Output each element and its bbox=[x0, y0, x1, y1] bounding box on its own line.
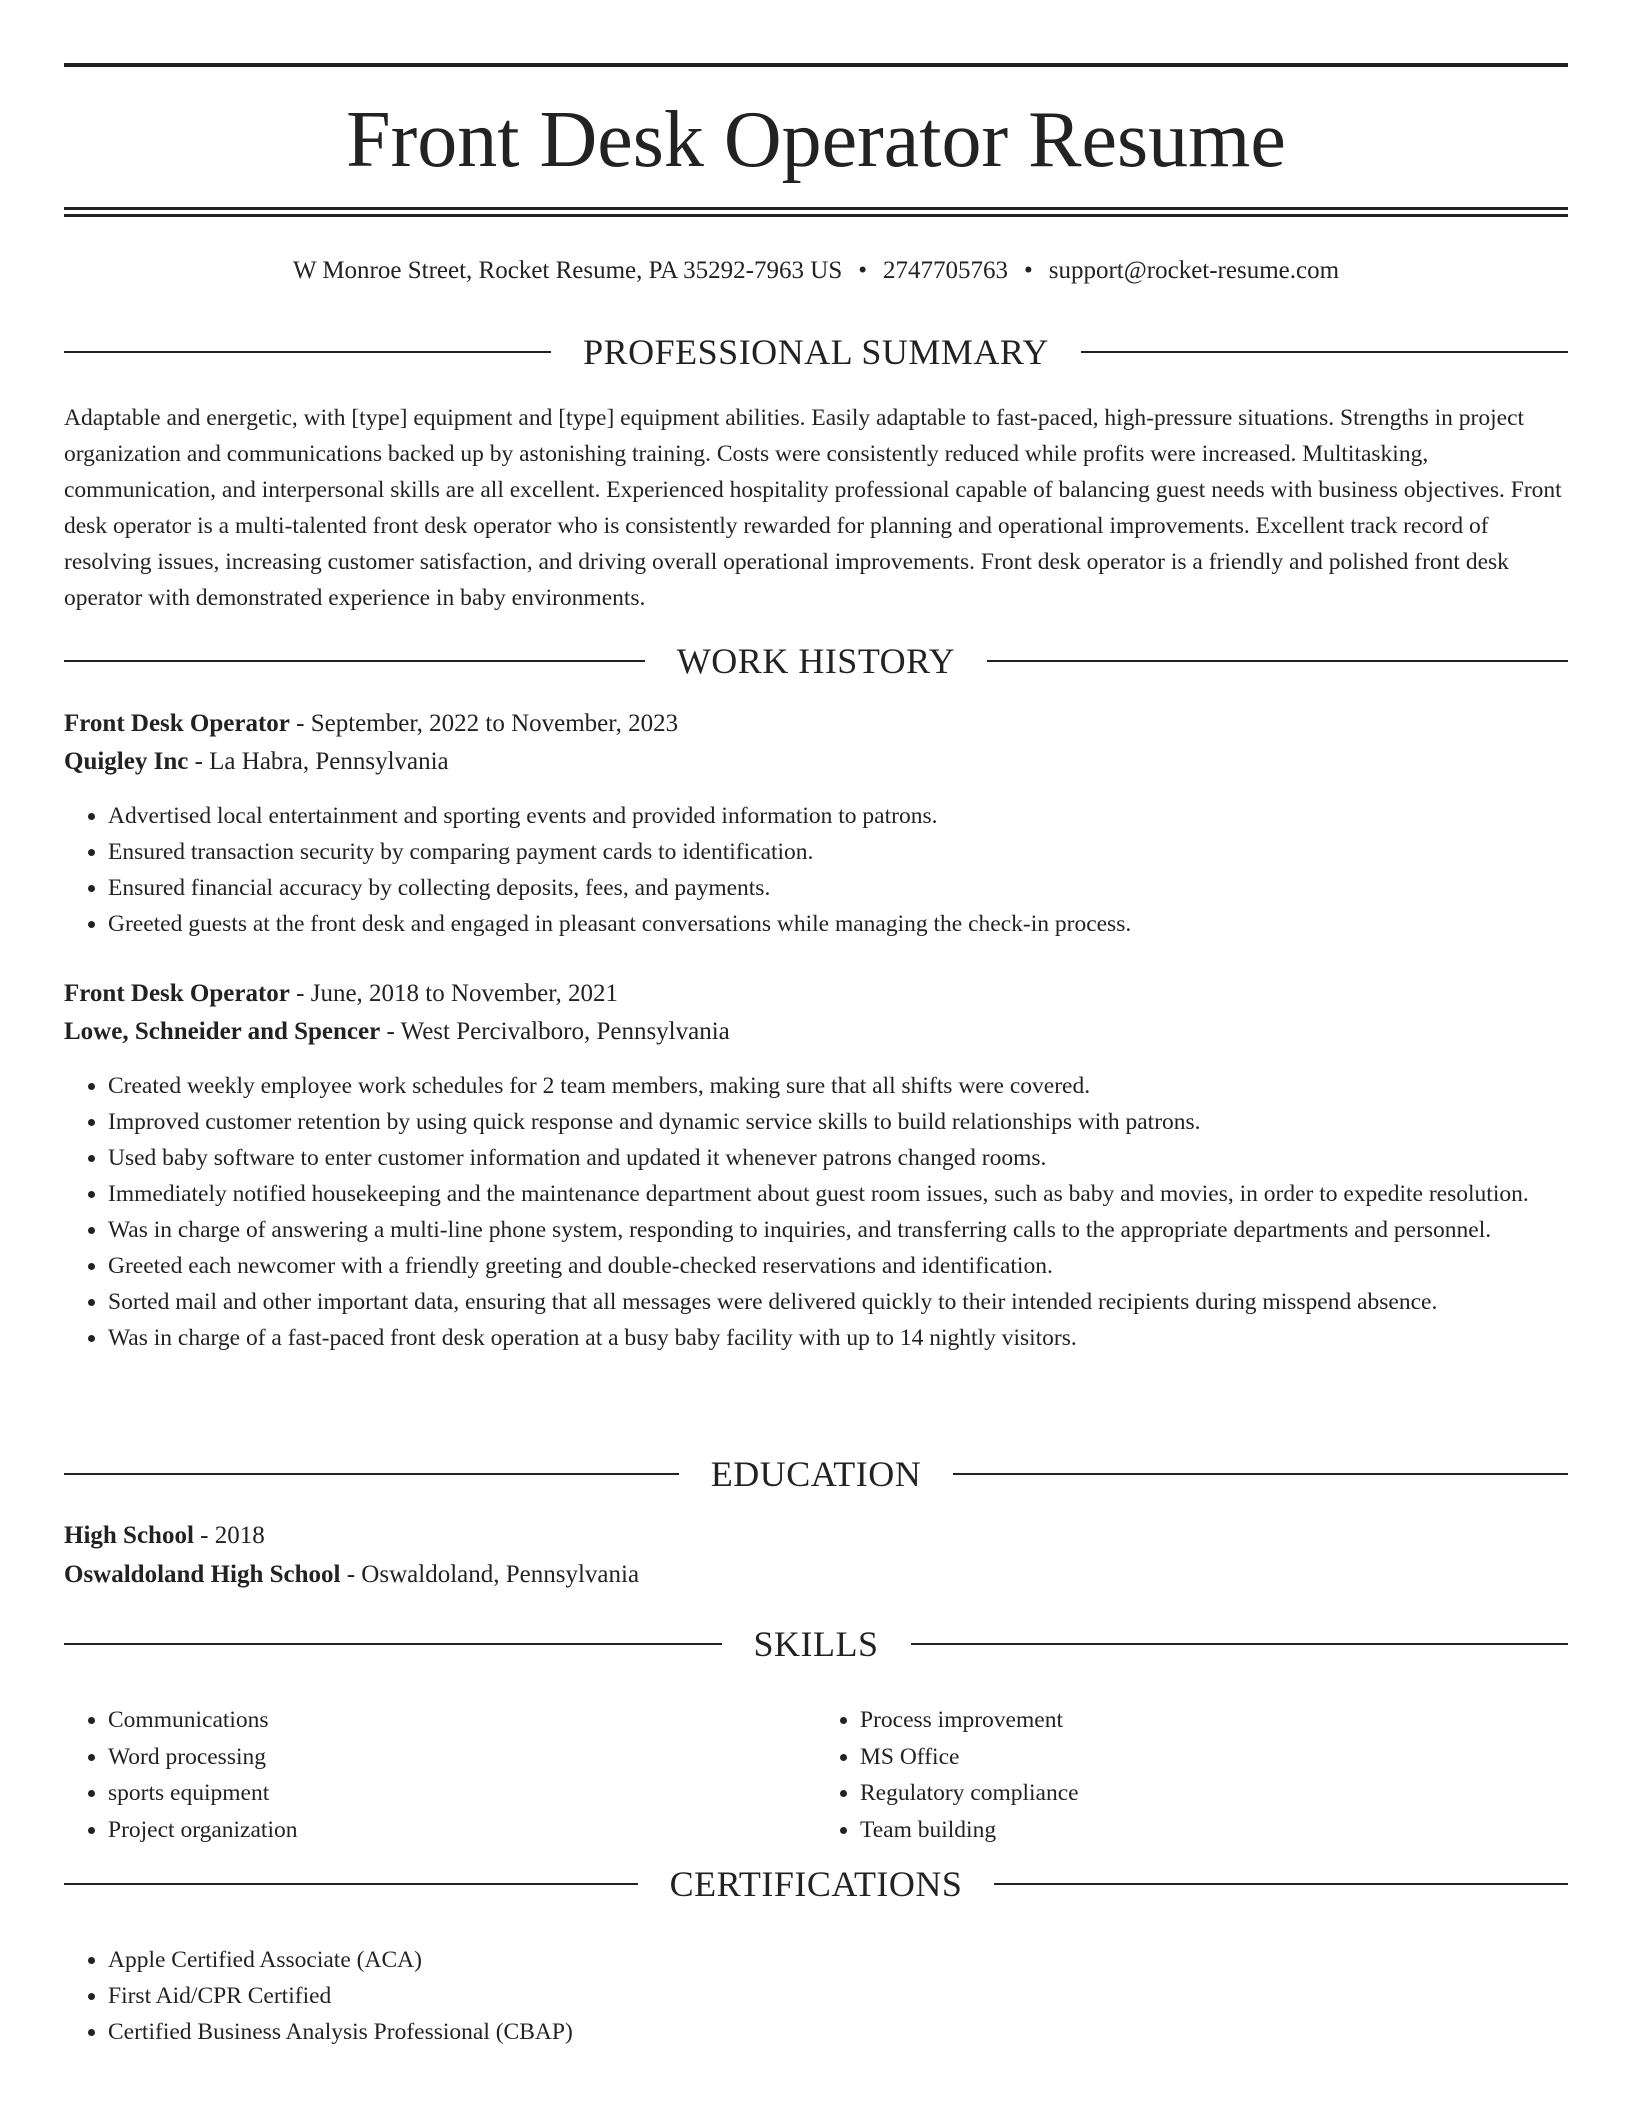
section-header-education bbox=[64, 1452, 1568, 1496]
list-item: • Was in charge of answering a multi-line phone system, responding to inquiries, and transferring calls to the appropriate departments and personnel. bbox=[108, 1212, 1568, 1248]
page-title: Front Desk Operator Resume bbox=[346, 96, 1286, 184]
list-item: • Regulatory compliance bbox=[860, 1775, 1568, 1812]
section-header-work bbox=[64, 639, 1568, 683]
divider-line bbox=[64, 351, 551, 353]
list-item: • Greeted each newcomer with a friendly greeting and double-checked reservations and identification. bbox=[108, 1248, 1568, 1284]
education-location: - Oswaldoland, Pennsylvania bbox=[340, 1561, 640, 1588]
section-title-skills: SKILLS bbox=[753, 1624, 879, 1664]
job-1-title: Front Desk Operator bbox=[64, 710, 290, 737]
list-item: • Advertised local entertainment and sporting events and provided information to patrons. bbox=[108, 798, 1568, 834]
certifications-list bbox=[64, 1942, 1568, 2050]
contact-separator: • bbox=[858, 257, 867, 284]
list-item: • Ensured financial accuracy by collecting deposits, fees, and payments. bbox=[108, 870, 1568, 906]
contact-address: W Monroe Street, Rocket Resume, PA 35292-7963 US bbox=[292, 257, 843, 284]
summary-text: Adaptable and energetic, with [type] equipment and [type] equipment abilities. Easily adaptable to fast-paced, high-pressure situations. Strengths in project organization and communications backed up by astonishing training. Costs were consistently reduced while profits were increased. Multitasking, communication, and interpersonal skills are all excellent. Experienced hospitality professional capable of balancing guest needs with business objectives. Front desk operator is a multi-talented front desk operator who is consistently rewarded for planning and operational improvements. Excellent track record of resolving issues, increasing customer satisfaction, and driving overall operational improvements. Front desk operator is a friendly and polished front desk operator with demonstrated experience in baby environments. bbox=[64, 405, 1562, 611]
education-degree: High School bbox=[64, 1522, 194, 1549]
contact-separator: • bbox=[1023, 257, 1033, 284]
job-1-company: Quigley Inc bbox=[64, 748, 189, 775]
divider-line bbox=[994, 1883, 1568, 1885]
list-item: • Project organization bbox=[108, 1812, 816, 1849]
divider-line bbox=[987, 660, 1568, 662]
section-header-certifications bbox=[64, 1862, 1568, 1906]
list-item: • Communications bbox=[108, 1702, 816, 1739]
contact-line bbox=[64, 254, 1568, 288]
skills-columns bbox=[64, 1702, 1568, 1848]
list-item: • Ensured transaction security by comparing payment cards to identification. bbox=[108, 834, 1568, 870]
list-item: • Created weekly employee work schedules for 2 team members, making sure that all shifts were covered. bbox=[108, 1068, 1568, 1104]
title-double-rule bbox=[64, 207, 1568, 217]
list-item: • Improved customer retention by using quick response and dynamic service skills to build relationships with patrons. bbox=[108, 1104, 1568, 1140]
top-rule bbox=[64, 63, 1568, 67]
section-header-summary bbox=[64, 330, 1568, 374]
job-2-title-line bbox=[64, 976, 1568, 1012]
section-title-work: WORK HISTORY bbox=[676, 641, 956, 681]
job-1-dates: - September, 2022 to November, 2023 bbox=[289, 710, 679, 737]
divider-line bbox=[64, 660, 645, 662]
list-item: • First Aid/CPR Certified bbox=[108, 1978, 1568, 2014]
job-1-title-line bbox=[64, 706, 1568, 742]
job-1-company-line bbox=[64, 744, 1568, 780]
contact-email: support@rocket-resume.com bbox=[1048, 257, 1340, 284]
list-item: • Apple Certified Associate (ACA) bbox=[108, 1942, 1568, 1978]
list-item: • Team building bbox=[860, 1812, 1568, 1849]
list-item: • Greeted guests at the front desk and engaged in pleasant conversations while managing the check-in process. bbox=[108, 906, 1568, 942]
list-item: • MS Office bbox=[860, 1739, 1568, 1776]
job-1-bullets bbox=[64, 798, 1568, 942]
divider-line bbox=[64, 1643, 722, 1645]
section-title-summary: PROFESSIONAL SUMMARY bbox=[583, 332, 1049, 372]
skills-column-right bbox=[816, 1702, 1568, 1848]
list-item: • Immediately notified housekeeping and the maintenance department about guest room issues, such as baby and movies, in order to expedite resolution. bbox=[108, 1176, 1568, 1212]
divider-line bbox=[64, 1473, 679, 1475]
education-school: Oswaldoland High School bbox=[64, 1561, 341, 1588]
contact-phone: 2747705763 bbox=[882, 257, 1008, 284]
job-2-company-line bbox=[64, 1014, 1568, 1050]
education-year: - 2018 bbox=[193, 1522, 265, 1549]
divider-line bbox=[911, 1643, 1569, 1645]
divider-line bbox=[1081, 351, 1568, 353]
education-degree-line bbox=[64, 1518, 1568, 1554]
list-item: • Sorted mail and other important data, ensuring that all messages were delivered quickly to their intended recipients during misspend absence. bbox=[108, 1284, 1568, 1320]
section-header-skills bbox=[64, 1622, 1568, 1666]
section-title-education: EDUCATION bbox=[710, 1454, 922, 1494]
job-2-location: - West Percivalboro, Pennsylvania bbox=[380, 1018, 730, 1045]
list-item: • Word processing bbox=[108, 1739, 816, 1776]
divider-line bbox=[64, 1883, 638, 1885]
list-item: • Was in charge of a fast-paced front desk operation at a busy baby facility with up to 14 nightly visitors. bbox=[108, 1320, 1568, 1356]
list-item: • sports equipment bbox=[108, 1775, 816, 1812]
skills-column-left bbox=[64, 1702, 816, 1848]
job-2-company: Lowe, Schneider and Spencer bbox=[64, 1018, 381, 1045]
list-item: • Certified Business Analysis Professional (CBAP) bbox=[108, 2014, 1568, 2050]
list-item: • Process improvement bbox=[860, 1702, 1568, 1739]
list-item: • Used baby software to enter customer information and updated it whenever patrons changed rooms. bbox=[108, 1140, 1568, 1176]
job-2-title: Front Desk Operator bbox=[64, 980, 290, 1007]
job-2-bullets bbox=[64, 1068, 1568, 1356]
education-school-line bbox=[64, 1557, 1568, 1593]
section-title-certifications: CERTIFICATIONS bbox=[669, 1864, 963, 1904]
job-2-dates: - June, 2018 to November, 2021 bbox=[289, 980, 619, 1007]
divider-line bbox=[953, 1473, 1568, 1475]
job-1-location: - La Habra, Pennsylvania bbox=[188, 748, 449, 775]
